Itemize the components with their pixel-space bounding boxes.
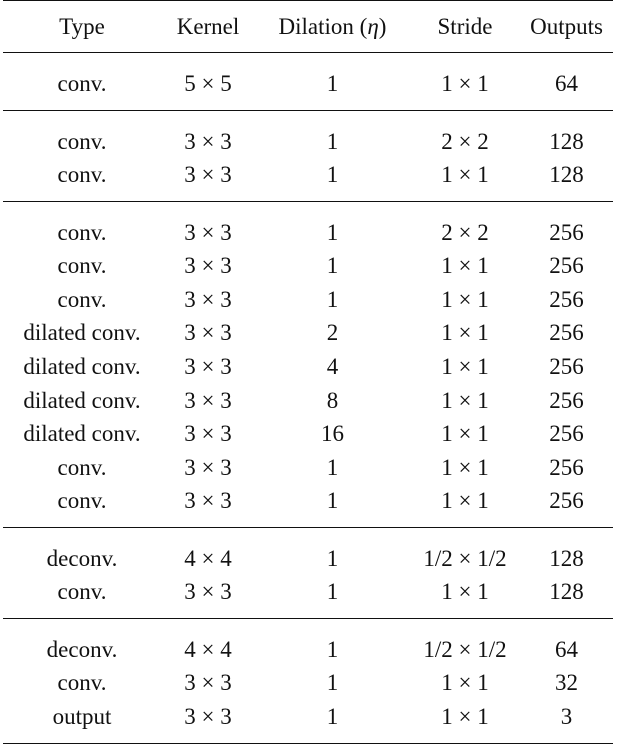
cell-type: conv.	[57, 286, 107, 312]
cell-kernel: 3 × 3	[184, 421, 232, 447]
cell-dilation: 1	[326, 253, 339, 279]
cell-kernel: 3 × 3	[184, 253, 232, 279]
cell-type: conv.	[57, 253, 107, 279]
cell-stride: 1/2 × 1/2	[423, 637, 507, 663]
cell-dilation: 1	[326, 579, 339, 605]
table-header	[3, 1, 613, 53]
cell-kernel: 3 × 3	[184, 286, 232, 312]
cell-type: conv.	[57, 220, 107, 245]
table-row	[3, 316, 613, 350]
header-dilation	[255, 1, 410, 53]
header-dilation-suffix: )	[378, 14, 387, 39]
row-group	[3, 202, 613, 528]
row-group	[3, 619, 613, 744]
cell-outputs: 64	[555, 71, 578, 96]
cell-type: deconv.	[46, 637, 118, 663]
header-row	[3, 1, 613, 53]
row-group	[3, 528, 613, 619]
cell-type: conv.	[57, 71, 107, 96]
cell-outputs: 128	[549, 129, 584, 154]
cell-type: conv.	[57, 579, 107, 605]
table-row	[3, 666, 613, 700]
cell-outputs: 256	[549, 421, 584, 447]
cell-kernel: 4 × 4	[184, 546, 232, 572]
table-row	[3, 158, 613, 202]
cell-kernel: 3 × 3	[184, 354, 232, 380]
cell-stride: 1/2 × 1/2	[423, 546, 507, 572]
cell-type: conv.	[57, 162, 107, 187]
cell-kernel: 3 × 3	[184, 670, 232, 696]
cell-stride: 2 × 2	[441, 220, 489, 245]
cell-stride: 1 × 1	[441, 579, 489, 605]
table-row	[3, 619, 613, 667]
cell-type: conv.	[57, 670, 107, 696]
cell-kernel: 3 × 3	[184, 579, 232, 605]
table-row	[3, 417, 613, 451]
cell-outputs: 64	[555, 637, 578, 663]
table-row	[3, 111, 613, 159]
cell-outputs: 256	[549, 354, 584, 380]
cell-stride: 1 × 1	[441, 354, 489, 380]
cell-outputs: 256	[549, 454, 584, 480]
cell-dilation: 1	[326, 703, 339, 729]
cell-outputs: 32	[555, 670, 578, 696]
cell-stride: 1 × 1	[441, 162, 489, 187]
cell-kernel: 5 × 5	[184, 71, 232, 96]
table-row	[3, 283, 613, 317]
cell-outputs: 256	[549, 286, 584, 312]
cell-dilation: 8	[326, 387, 339, 413]
cell-stride: 1 × 1	[441, 71, 489, 96]
cell-type: conv.	[57, 454, 107, 480]
cell-dilation: 2	[326, 320, 339, 346]
cell-kernel: 3 × 3	[184, 387, 232, 413]
cell-stride: 1 × 1	[441, 253, 489, 279]
cell-kernel: 3 × 3	[184, 320, 232, 346]
cell-stride: 1 × 1	[441, 488, 489, 514]
cell-dilation: 16	[321, 421, 344, 447]
cell-dilation: 4	[326, 354, 339, 380]
cell-stride: 1 × 1	[441, 421, 489, 447]
cell-dilation: 1	[326, 162, 339, 187]
row-group	[3, 111, 613, 202]
cell-outputs: 256	[549, 320, 584, 346]
table-row	[3, 484, 613, 528]
cell-kernel: 3 × 3	[184, 488, 232, 514]
cell-stride: 1 × 1	[441, 703, 489, 729]
cell-type: dilated conv.	[23, 387, 141, 413]
header-outputs: Outputs	[520, 1, 613, 53]
cell-dilation: 1	[326, 546, 339, 572]
table-row	[3, 528, 613, 576]
cell-stride: 1 × 1	[441, 387, 489, 413]
cell-outputs: 3	[560, 703, 573, 729]
cell-kernel: 3 × 3	[184, 703, 232, 729]
cell-type: output	[52, 703, 112, 729]
cell-kernel: 3 × 3	[184, 454, 232, 480]
table-row	[3, 383, 613, 417]
cell-dilation: 1	[326, 488, 339, 514]
cell-dilation: 1	[326, 129, 339, 154]
cell-outputs: 128	[549, 546, 584, 572]
cell-kernel: 3 × 3	[184, 220, 232, 245]
cell-stride: 1 × 1	[441, 286, 489, 312]
table-row	[3, 350, 613, 384]
cell-type: dilated conv.	[23, 354, 141, 380]
network-architecture-table	[3, 0, 613, 744]
cell-stride: 1 × 1	[441, 454, 489, 480]
header-dilation-prefix: Dilation (	[278, 14, 368, 39]
cell-outputs: 128	[549, 579, 584, 605]
cell-type: conv.	[57, 129, 107, 154]
cell-type: dilated conv.	[23, 421, 141, 447]
cell-kernel: 4 × 4	[184, 637, 232, 663]
header-type: Type	[3, 1, 161, 53]
table-row	[3, 700, 613, 744]
header-stride: Stride	[410, 1, 520, 53]
cell-kernel: 3 × 3	[184, 162, 232, 187]
cell-dilation: 1	[326, 286, 339, 312]
cell-outputs: 128	[549, 162, 584, 187]
cell-type: dilated conv.	[23, 320, 141, 346]
header-kernel: Kernel	[161, 1, 255, 53]
cell-dilation: 1	[326, 454, 339, 480]
cell-dilation: 1	[326, 220, 339, 245]
cell-stride: 1 × 1	[441, 670, 489, 696]
table-row	[3, 575, 613, 619]
cell-dilation: 1	[326, 637, 339, 663]
cell-outputs: 256	[549, 253, 584, 279]
cell-stride: 2 × 2	[441, 129, 489, 154]
table-row	[3, 202, 613, 250]
cell-type: deconv.	[46, 546, 118, 572]
cell-outputs: 256	[549, 387, 584, 413]
table-row	[3, 249, 613, 283]
cell-type: conv.	[57, 488, 107, 514]
header-dilation-symbol: η	[367, 14, 379, 39]
cell-outputs: 256	[549, 220, 584, 245]
cell-dilation: 1	[326, 670, 339, 696]
cell-stride: 1 × 1	[441, 320, 489, 346]
table-row	[3, 451, 613, 485]
cell-dilation: 1	[326, 71, 339, 96]
cell-outputs: 256	[549, 488, 584, 514]
table-row	[3, 53, 613, 111]
cell-kernel: 3 × 3	[184, 129, 232, 154]
row-group	[3, 53, 613, 111]
